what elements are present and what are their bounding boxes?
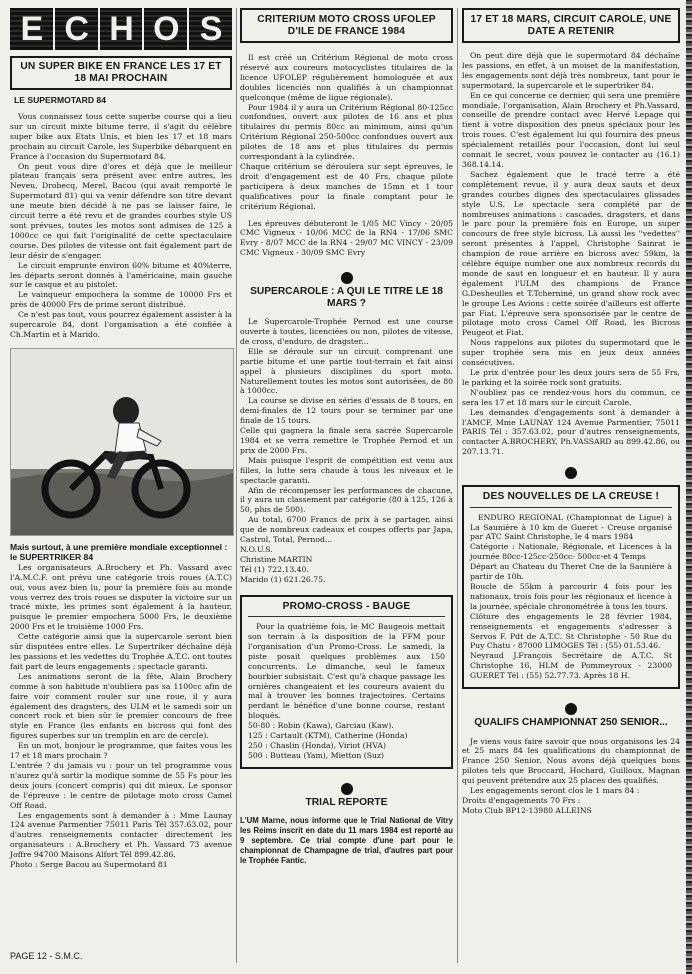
promo-cross-box [240, 595, 453, 769]
paragraph: Sachez également que le tracé terre a été complètement revue, il y aura deux sauts et deux grandes courbes dignes des spectaculaires glissades style U.S. Le spectacle sera complété par de nombreuses animations : cascades, dragsters, et dans le parc pour la première fois en Europe, un super concours de free style bicross. Là aussi les ''vedettes'' seront présentes à l'appel, Christophe Sainrat le champion de roue arrière en bicross avec 59km, la célèbre équipe number one aux nombreux records du monde de saut en longueur et en hauteur. Il y aura également l'ULM des champions de France G.Desheulles et T.Tcherniné, un grand show rock avec le groupe Les Avions : cette soirée d'ailleurs est offerte par Fiat. L'épreuve sera sponsorisée par le centre de pilotage moto cross Camel Off Road, les Bicross Peugeot et Fiat. [462, 169, 680, 338]
paragraph: Départ au Chateau du Theret Cne de la Saunière à partir de 10h. [470, 562, 672, 582]
headline: PROMO-CROSS - BAUGE [248, 601, 445, 618]
paragraph: Ce n'est pas tout, vous pourrez également assister à la supercarole 84, dont l'organisation a été confiée à Ch.Martin et à Marido. [10, 310, 232, 339]
paragraph: Neyraud J.François Secrétaire de A.T.C. St Christophe 16, HLM de Pommeyroux - 23000 GUERET Tél : (55) 52.77.73. Après 18 H. [470, 651, 672, 681]
paragraph: Celle qui gagnera la finale sera sacrée Supercarole 1984 et se verra remettre le Trophée Pernod et un prix de 2000 Frs. [240, 426, 453, 455]
paragraph: Elle se déroule sur un circuit comprenant une partie bitume et une partie tout-terrain et fait ainsi appel à plusieurs disciplines du sport moto. Naturellement toutes les motos sont autorisées, de 80 à 1000cc. [240, 346, 453, 396]
paragraph: En un mot, bonjour le programme, que faites vous les 17 et 18 mars prochain ? [10, 741, 232, 761]
paragraph: Boucle de 55km à parcourir 4 fois pour les nationaux, trois fois pour les régionaux et licence à la journée, spéciale chronométrée à tous les tours. [470, 582, 672, 611]
headline: DES NOUVELLES DE LA CREUSE ! [470, 491, 672, 508]
caption-heading: Mais surtout, à une première mondiale exceptionnel : le SUPERTRIKER 84 [10, 541, 228, 562]
headline: QUALIFS CHAMPIONNAT 250 SENIOR... [474, 717, 668, 729]
bullet-dot-icon [565, 467, 577, 479]
paragraph: Droits d'engagements 70 Frs : [462, 796, 581, 805]
result-line: 125 : Cartault (KTM), Catherine (Honda) [248, 731, 408, 741]
contact-line: Marido (1) 621.26.75. [240, 574, 326, 584]
headline: SUPERCAROLE : A QUI LE TITRE LE 18 MARS ? [250, 286, 443, 309]
paragraph: La course se divise en séries d'essais de 8 tours, en demi-finales de 12 tours pour se terminer par une finale de 15 tours. [240, 396, 453, 426]
logo-letter: H [100, 8, 143, 50]
logo-letter: S [189, 8, 232, 50]
paragraph: Chaque critérium se déroulera sur sept épreuves, le droit d'engagement est de 40 Frs, chaque pilote participera à deux manches de 15mn et 1 tour qualificatives pour la finale comptant pour le critérium Régional. [240, 161, 453, 211]
paragraph: Les engagements sont à demander à : Mme Launay 124 avenue Parmentier 75011 Paris Tél 357.63.02, pour d'autres renseignements contacter directement les organisateurs : A.Brochery et Ph. Vassard 73 avenue Joffre 94700 Maisons Alfort Tél 899.42.86. [10, 810, 232, 860]
headline: TRIAL REPORTE [305, 796, 388, 808]
paragraph: Mais puisque l'esprit de compétition est venu aux filles, la lutte sera chaude à tous les niveaux et le spectacle garanti. [240, 455, 453, 485]
logo-letter: O [144, 8, 187, 50]
paragraph: Le prix d'entrée pour les deux jours sera de 55 Frs, le parking et la soirée rock sont gratuits. [462, 368, 680, 387]
paragraph: Les animations seront de la fête, Alain Brochery comme à son habitude n'oubliera pas sa 1100cc afin de faire voir comment rouler sur une roue, il y aura également des dragsters, des ULM et le samedi soir un concert rock et bien sûr le premier concours de free style en France (les enfants en bicross qui font des figures superbes sur un tremplin en arc de cercle). [10, 671, 232, 741]
photo-credit: Photo : Serge Bacou au Supermotard 81 [10, 860, 168, 870]
result-line: 50-80 : Robin (Kawa), Garciau (Kaw). [248, 721, 394, 731]
paragraph: Les engagements seront clos le 1 mars 84 : [470, 786, 640, 796]
paragraph: Les épreuves débuteront le 1/05 MC Vincy - 20/05 CMC Vigneux - 10/06 MCC de la RN4 - 17/06 SMC Evry - 8/07 MCC de la RN4 - 29/07 MC VINCY - 23/09 CMC Vigneux - 30/09 SMC Evry [240, 218, 453, 258]
contact-line: N.O.U.S. [240, 544, 273, 554]
bullet-dot-icon [341, 783, 353, 795]
result-line: 500 : Butteau (Yam), Mietton (Suz) [248, 750, 385, 760]
paragraph: Moto Club BP12-13980 ALLEINS [462, 805, 592, 815]
paragraph: En ce qui concerne ce dernier, qui sera une première mondiale, l'organisation, Alain Brochery et Ph.Vassard, conseille de prendre contact avec Hervé Lepage qui tient à votre disposition des pneus spéciaux pour les trois roues. C'est également lui qui fournira des pneus spécialement retaillés pour l'occasion, dont lui seul connait le secret, vous pouvez le contacter au (16.1) 368.14.14. [462, 90, 680, 169]
paragraph: Les organisateurs A.Brochery et Ph. Vassard avec l'A.M.C.F. ont prévu une catégorie trois roues (A.T.C) oui, vous avez bien lu, pour la première fois au monde vous verrez des trois roues se disputer la victoire sur un tracé mixte, les primes sont également à la hauteur, puisque le premier empochera 5000 Frs, le deuxième 2000 Frs et le troisième 1000 Frs. [10, 562, 232, 632]
paragraph: L'UM Marne, nous informe que le Trial National de Vitry les Reims inscrit en date du 11 mars 1984 est reporté au 9 septembre. Ce trial compte d'une part pour le championnat de Champagne de trial, d'autres part pour le Trophée Fantic. [240, 816, 453, 865]
paragraph: Pour 1984 il y aura un Critérium Régional 80-125cc confondues, ouvert aux pilotes de 16 ans et plus titulaires du permis 80cc au minimum, ainsi qu'un Critérium Régional 250-500cc confondues ouvert aux pilotes de 18 ans et plus titulaires du permis correspondant à la cylindrée. [240, 102, 453, 162]
subheading: LE SUPERMOTARD 84 [14, 95, 106, 105]
paragraph: L'entrée ? du jamais vu : pour un tel programme vous n'aurez qu'à sortir la modique somme de 55 Fs pour les deux jours (concert compris) qui dit mieux. Le sponsor de l'épreuve : le centre de pilotage moto cross Camel Off Road. [10, 760, 232, 810]
logo-letter: E [10, 8, 53, 50]
column-left [10, 8, 232, 870]
contact-line: Tél (1) 722.13.40. [240, 564, 309, 574]
column-divider [236, 8, 237, 963]
headline: CRITERIUM MOTO CROSS UFOLEP D'ILE DE FRANCE 1984 [257, 14, 436, 37]
paragraph: Vous connaissez tous cette superbe course qui a lieu sur un circuit mixte bitume terre, il s'agit du célèbre super bike aux Etats Unis, et bien les 17 et 18 mars prochain au circuit Carole, les Superbike débarquent en France à l'occasion du Supermotard 84. [10, 112, 232, 161]
headline: UN SUPER BIKE EN FRANCE LES 17 ET 18 MAI PROCHAIN [20, 61, 222, 84]
logo-letter: C [55, 8, 98, 50]
headline: 17 ET 18 MARS, CIRCUIT CAROLE, UNE DATE A RETENIR [470, 14, 672, 37]
contact-line: Christine MARTIN [240, 554, 313, 564]
paragraph: Le Supercarole-Trophée Pernod est une course ouverte à toutes, licenciées ou non, pilotes de vitesse, de cross, d'enduro, de dragster... [240, 317, 453, 346]
paragraph: Catégorie : Nationale, Régionale, et Licences à la journée 80cc-125cc-250cc- 500cc-et 4 Temps [470, 542, 672, 562]
bullet-dot-icon [341, 272, 353, 284]
page-edge [686, 0, 692, 974]
paragraph: On peut dire déjà que le supermotard 84 déchaîne les passions, en effet, à un moiset de la manifestation, les engagements sont déjà très nombreux, tant pour le supermotard, la supercarole et le supertriker 84. [462, 51, 680, 90]
paragraph: ENDURO REGIONAL (Championnat de Ligue) à La Saunière à 10 km de Gueret - Creuse organisé par ATC Saint Christophe, le 4 mars 1984 [470, 512, 672, 542]
column-right [462, 8, 680, 816]
rider-photo [10, 348, 234, 536]
creuse-box [462, 485, 680, 689]
paragraph: Le circuit emprunte environ 60% bitume et 40%terre, les départs seront donnés à l'américaine, main gauche sur le casque et au pistolet. [10, 260, 232, 290]
result-line: 250 : Chaslin (Honda), Viriot (HVA) [248, 740, 386, 750]
echos-logo [10, 8, 232, 50]
motorcycle-photo-icon [11, 349, 233, 535]
paragraph: N'oubliez pas ce rendez-vous hors du commun, ce sera les 17 et 18 mars sur le circuit Carole. [462, 387, 680, 407]
column-middle [240, 8, 453, 866]
paragraph: Le vainqueur empochera la somme de 10000 Frs et près de 40000 Frs de prime seront distribué. [10, 290, 232, 310]
column-divider [457, 8, 458, 963]
bullet-dot-icon [565, 703, 577, 715]
page-footer: PAGE 12 - S.M.C. [10, 951, 83, 961]
paragraph: Pour la quatrième fois, le MC Baugeois mettait son terrain à la disposition de la FFM pour l'organisation d'un Promo-Cross. Le samedi, la piste posait quelques problèmes aux 150 concurrents. Le dimanche, seul le fameux bourbier subsistait. C'est qu'à chaque passage les ornières changeaient et les coureurs avaient du mal à trouver les bonnes trajectoires. Certains perdant le bénéfice d'une bonne course, restant bloqués. [248, 622, 445, 721]
paragraph: Je viens vous faire savoir que nous organisons les 24 et 25 mars 84 les qualifications du championnat de France 250 Senior. Nous avons déjà quelques bons pilotes tels que Broccard, Hochard, Guilloux, Magnan qui peuvent prétendre aux 25 places des qualifiés. [462, 736, 680, 786]
paragraph: Nous rappelons aux pilotes du supermotard que le super trophée sera mis en jeux deux années consécutives. [462, 338, 680, 368]
paragraph: Afin de récompenser les performances de chacune, il y aura un classement par catégorie (80 à 125, 126 à 50, plus de 500). [240, 485, 453, 515]
headline-box [10, 56, 232, 90]
paragraph: Clôture des engagements le 28 février 1984, renseignements et engagements s'adresser à Servos F. Pdt de A.T.C. St Christophe - 50 Rue du Puy Chatu - 87000 LIMOGES Tél : (55) 01.53.46. [470, 611, 672, 651]
paragraph: Il est créé un Critérium Régional de moto cross réservé aux coureurs motocyclistes titulaires de la licence UFOLEP régulièrement homologuée et aux doubles licenciés non qualifiés à un championnat quelconque (même de ligue régionale). [240, 53, 453, 102]
headline-box [240, 8, 453, 43]
paragraph: Les demandes d'engagements sont à demander à l'AMCF, Mme LAUNAY 124 Avenue Parmentier, 75011 PARIS Tél : 357.63.02, pour d'autres renseignements, contacter A.BROCHERY, Ph.VASSARD au 899.42.86, ou 207.13.71. [462, 407, 680, 457]
headline-box [462, 8, 680, 43]
paragraph: On peut vous dire d'ores et déjà que le meilleur plateau français sera présent avec entre autres, les Neveu, Drobecq, Merel, Bacou (qui avait remporté le Supermotard 81) qui va venir défendre son titre devant une meute bien décidé à ne pas se laisser faire, le circuit terre a été revu et de grandes courbes style US sont prévues, toutes les motos sont admises de 125 à 1000cc ce qui fait l'originalité de cette spectaculaire course. Des pilotes de vitesse ont fait également part de leur désir de s'engager. [10, 161, 232, 260]
paragraph: Cette catégorie ainsi que la supercarole seront bien sûr disputées entre elles. Le Supertriker déchaîne déjà les passions et les vedettes du Trophée A.T.C. ont toutes fait part de leurs engagements : spectacle garanti. [10, 632, 232, 671]
paragraph: Au total, 6700 Francs de prix à se partager, ainsi que de nombreux cadeaux et coupes offerts par Japa, Castrol, Total, Pernod... [240, 515, 453, 545]
